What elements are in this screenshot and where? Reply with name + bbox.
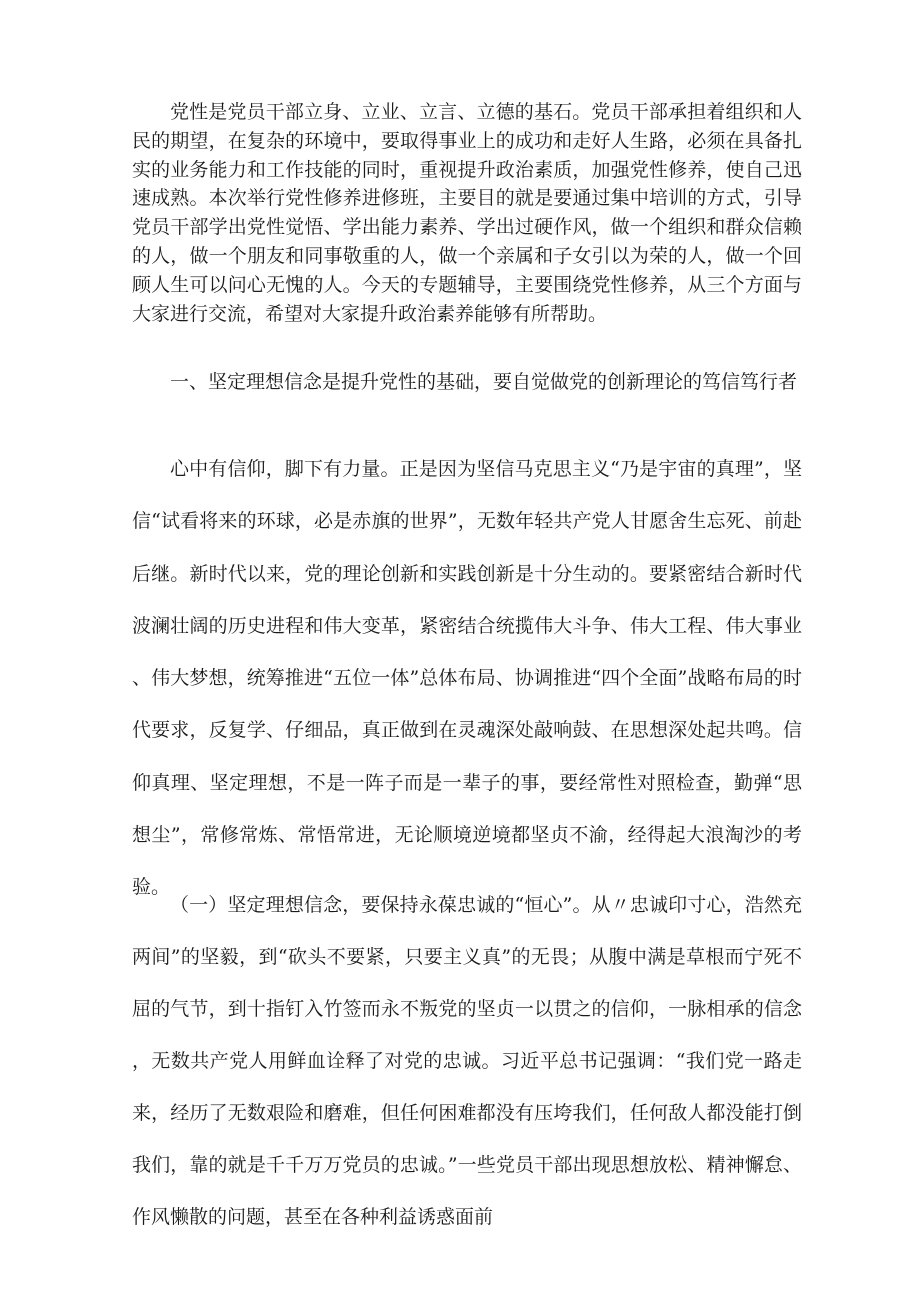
- body-paragraph: 心中有信仰，脚下有力量。正是因为坚信马克思主义“乃是宇宙的真理”，坚信“试看将来的环球，必是赤旗的世界”，无数年轻共产党人甘愿舍生忘死、前赴后继。新时代以来，党的理论创新和实践创新是十分生动的。要紧密结合新时代波澜壮阔的历史进程和伟大变革，紧密结合统揽伟大斗争、伟大工程、伟大事业、伟大梦想，统筹推进“五位一体”总体布局、协调推进“四个全面”战略布局的时代要求，反复学、仔细品，真正做到在灵魂深处敲响鼓、在思想深处起共鸣。信仰真理、坚定理想，不是一阵子而是一辈子的事，要经常性对照检查，勤弹“思想尘”，常修常炼、常悟常进，无论顺境逆境都坚贞不渝，经得起大浪淘沙的考验。: [132, 458, 802, 899]
- subsection-paragraph: （一）坚定理想信念，要保持永葆忠诚的“恒心”。从〃忠诚印寸心，浩然充两间”的坚毅，到“砍头不要紧，只要主义真”的无畏；从腹中满是草根而宁死不屈的气节，到十指钉入竹签而永不叛党的坚贞一以贯之的信仰，一脉相承的信念，无数共产党人用鲜血诠释了对党的忠诚。习近平总书记强调：“我们党一路走来，经历了无数艰险和磨难，但任何困难都没有压垮我们，任何敌人都没能打倒我们，靠的就是千千万万党员的忠诚。”一些党员干部出现思想放松、精神懈怠、作风懒散的问题，甚至在各种利益诱惑面前: [132, 894, 802, 1228]
- intro-paragraph: 党性是党员干部立身、立业、立言、立德的基石。党员干部承担着组织和人民的期望，在复杂的环境中，要取得事业上的成功和走好人生路，必须在具备扎实的业务能力和工作技能的同时，重视提升政治素质，加强党性修养，使自己迅速成熟。本次举行党性修养进修班，主要目的就是要通过集中培训的方式，引导党员干部学出党性觉悟、学出能力素养、学出过硬作风，做一个组织和群众信赖的人，做一个朋友和同事敬重的人，做一个亲属和子女引以为荣的人，做一个回顾人生可以问心无愧的人。今天的专题辅导，主要围绕党性修养，从三个方面与大家进行交流，希望对大家提升政治素养能够有所帮助。: [132, 101, 802, 325]
- section-heading: 一、坚定理想信念是提升党性的基础，要自觉做党的创新理论的笃信笃行者: [170, 371, 798, 393]
